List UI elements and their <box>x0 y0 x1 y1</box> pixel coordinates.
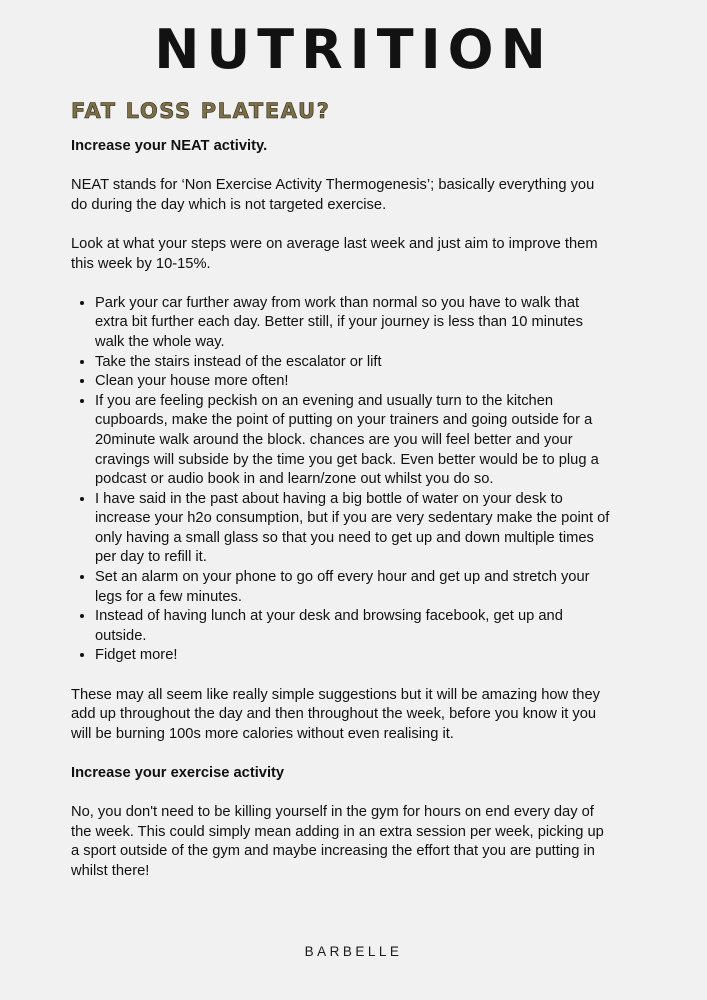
section-heading-neat: Increase your NEAT activity. <box>71 138 268 154</box>
section-heading-exercise: Increase your exercise activity <box>71 765 285 781</box>
list-item: • Instead of having lunch at your desk and browsing facebook, get up and outside. <box>95 607 611 646</box>
list-item: • Fidget more! <box>95 646 611 666</box>
exercise-paragraph: No, you don't need to be killing yourself in the gym for hours on end every day of the week. This could simply mean adding in an extra session per week, picking up a sport outside of the gym and maybe increasing the effort that you are putting in whilst there! <box>71 804 604 879</box>
article-body <box>71 137 611 901</box>
list-item: • I have said in the past about having a big bottle of water on your desk to increase your h2o consumption, but if you are very sedentary make the point of only having a small glass so that you need to get up and down multiple times per day to refill it. <box>95 490 611 568</box>
list-item: • Clean your house more often! <box>95 372 611 392</box>
summary-paragraph: These may all seem like really simple suggestions but it will be amazing how they add up throughout the day and then throughout the week, before you know it you will be burning 100s more calories without even realising it. <box>71 686 600 742</box>
neat-definition-paragraph: NEAT stands for ‘Non Exercise Activity Thermogenesis’; basically everything you do during the day which is not targeted exercise. <box>71 177 595 213</box>
list-item: • Park your car further away from work than normal so you have to walk that extra bit further each day. Better still, if your journey is less than 10 minutes walk the whole way. <box>95 294 611 353</box>
page-title: NUTRITION <box>154 18 553 81</box>
list-item: • Set an alarm on your phone to go off every hour and get up and stretch your legs for a few minutes. <box>95 568 611 607</box>
neat-tips-list <box>71 294 611 666</box>
list-item: • If you are feeling peckish on an evening and usually turn to the kitchen cupboards, make the point of putting on your trainers and going outside for a 20minute walk around the block. chances are you will feel better and your cravings will subside by the time you get back. Even better would be to plug a podcast or audio book in and learn/zone out whilst you do so. <box>95 392 611 490</box>
page-subtitle: FAT LOSS PLATEAU? <box>71 99 331 123</box>
brand-footer: BARBELLE <box>304 944 403 959</box>
steps-paragraph: Look at what your steps were on average last week and just aim to improve them this week by 10-15%. <box>71 235 598 272</box>
list-item: • Take the stairs instead of the escalator or lift <box>95 353 611 373</box>
